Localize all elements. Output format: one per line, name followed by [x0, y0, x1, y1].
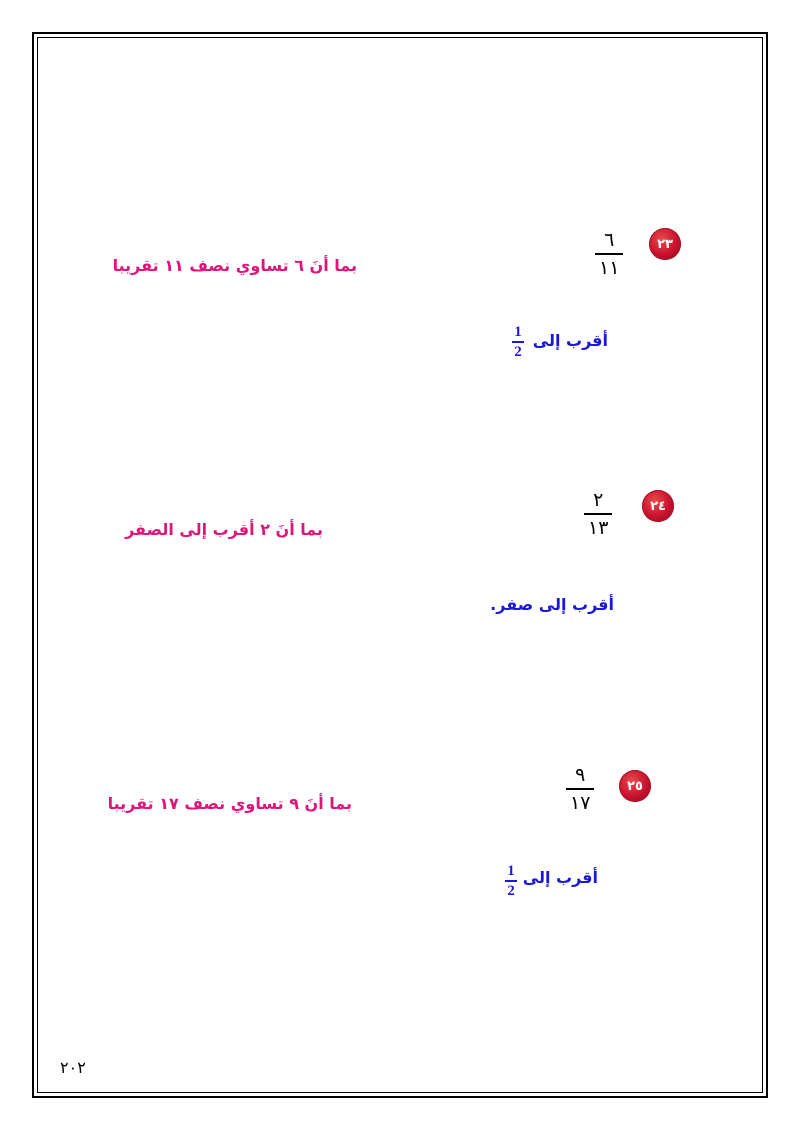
problem-note: بما أنَ ٦ تساوي نصف ١١ تقريبا	[112, 256, 357, 275]
problem-answer: أقرب إلى	[532, 331, 608, 350]
problem-number-badge: ٢٥	[619, 770, 651, 802]
answer-fraction	[505, 864, 517, 899]
problem-number-badge: ٢٣	[649, 228, 681, 260]
fraction-denominator: ١٧	[570, 791, 591, 814]
fraction-bar	[566, 788, 594, 790]
page-frame-inner	[37, 37, 763, 1093]
answer-fraction-numerator: 1	[514, 324, 522, 340]
fraction-numerator: ٦	[604, 229, 615, 251]
problem-answer: أقرب إلى صفر.	[490, 595, 614, 614]
problem-fraction	[584, 491, 612, 538]
fraction-denominator: ١١	[599, 256, 620, 279]
answer-fraction-denominator: 2	[507, 882, 515, 899]
answer-fraction	[512, 325, 524, 360]
fraction-numerator: ٩	[575, 764, 586, 786]
problem-number-badge: ٢٤	[642, 490, 674, 522]
fraction-bar	[595, 253, 623, 255]
answer-fraction-bar	[505, 880, 517, 882]
answer-fraction-numerator: 1	[507, 863, 515, 879]
problem-fraction	[595, 231, 623, 278]
problem-fraction	[566, 766, 594, 813]
fraction-bar	[584, 513, 612, 515]
answer-fraction-denominator: 2	[514, 343, 522, 360]
problem-note: بما أنَ ٢ أقرب إلى الصفر	[125, 520, 323, 539]
problem-answer: أقرب إلى	[522, 868, 598, 887]
fraction-numerator: ٢	[593, 489, 604, 511]
page-number: ٢٠٢	[60, 1058, 86, 1077]
fraction-denominator: ١٣	[588, 516, 609, 539]
answer-fraction-bar	[512, 341, 524, 343]
problem-note: بما أنَ ٩ تساوي نصف ١٧ تقريبا	[107, 794, 352, 813]
